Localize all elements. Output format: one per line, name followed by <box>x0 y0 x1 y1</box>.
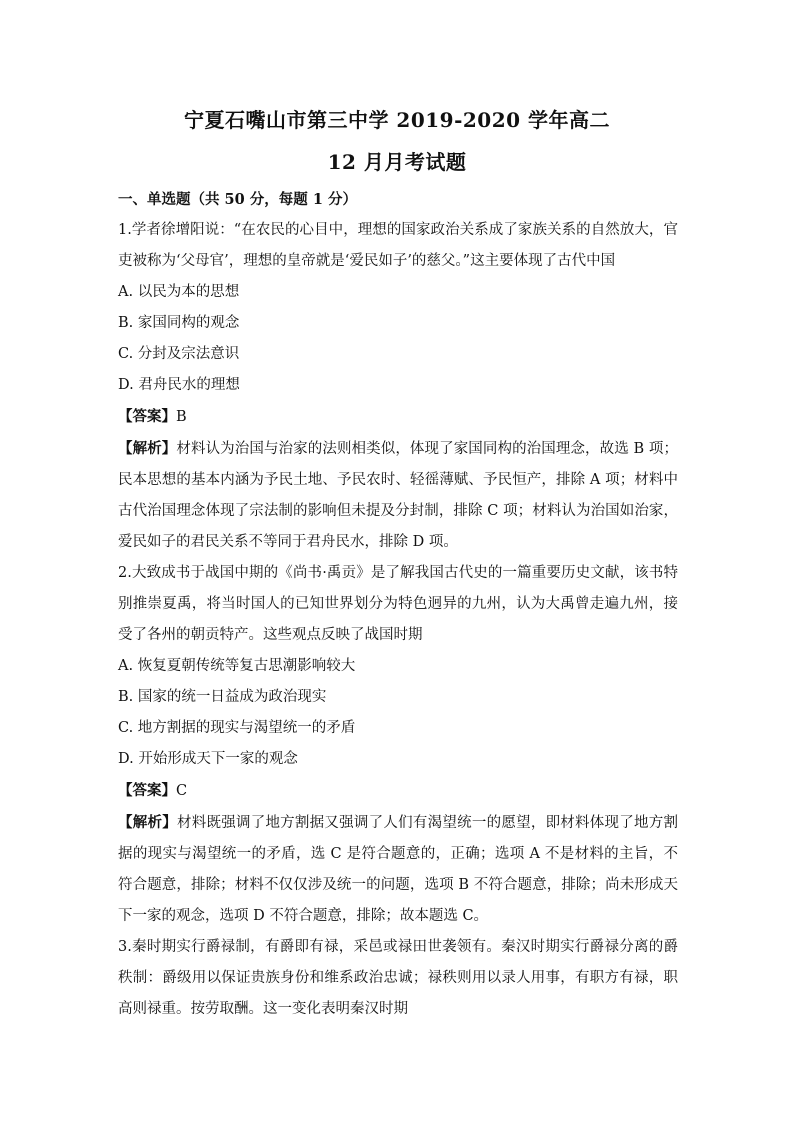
document-body <box>118 184 678 1025</box>
option-b: B. 家国同构的观念 <box>118 315 240 331</box>
option-d: D. 开始形成天下一家的观念 <box>118 751 298 767</box>
document-title: 宁夏石嘴山市第三中学 2019-2020 学年高二 <box>183 108 611 132</box>
option-a: A. 以民为本的思想 <box>118 284 240 300</box>
answer-label: 【答案】 <box>118 408 176 425</box>
question-3 <box>118 932 678 1025</box>
answer-line <box>118 775 678 807</box>
analysis-label: 【解析】 <box>118 814 177 831</box>
question-stem: 2.大致成书于战国中期的《尚书·禹贡》是了解我国古代史的一篇重要历史文献，该书特别推崇夏禹，将当时国人的已知世界划分为特色迥异的九州，认为大禹曾走遍九州，接受了各州的朝贡特产。这些观点反映了战国时期 <box>118 565 678 643</box>
option-a: A. 恢复夏朝传统等复古思潮影响较大 <box>118 658 356 674</box>
option-b: B. 国家的统一日益成为政治现实 <box>118 689 327 705</box>
answer-line <box>118 401 678 433</box>
option-d: D. 君舟民水的理想 <box>118 377 240 393</box>
option-c: C. 地方割据的现实与渴望统一的矛盾 <box>118 720 356 736</box>
document-subtitle: 12 月月考试题 <box>327 150 467 174</box>
question-stem: 3.秦时期实行爵禄制，有爵即有禄，采邑或禄田世袭领有。秦汉时期实行爵禄分离的爵秩制：爵级用以保证贵族身份和维系政治忠诚；禄秩则用以录人用事，有职方有禄，职高则禄重。按劳取酬。这一变化表明秦汉时期 <box>118 939 678 1017</box>
analysis-paragraph <box>118 807 678 932</box>
answer-label: 【答案】 <box>118 782 176 799</box>
option-c: C. 分封及宗法意识 <box>118 346 240 362</box>
analysis-text: 材料认为治国与治家的法则相类似，体现了家国同构的治国理念，故选 B 项；民本思想的基本内涵为予民土地、予民农时、轻徭薄赋、予民恒产，排除 A 项；材料中古代治国理念体现了宗法制的影响但未提及分封制，排除 C 项；材料认为治国如治家，爱民如子的君民关系不等同于君舟民水，排除 D 项。 <box>118 441 679 550</box>
question-2 <box>118 558 678 932</box>
analysis-label: 【解析】 <box>118 440 177 457</box>
answer-value: B <box>176 409 187 425</box>
section-heading: 一、单选题（共 50 分，每题 1 分） <box>118 191 357 208</box>
analysis-text: 材料既强调了地方割据又强调了人们有渴望统一的愿望，即材料体现了地方割据的现实与渴望统一的矛盾，选 C 是符合题意的，正确；选项 A 不是材料的主旨，不符合题意，排除；材料不仅仅涉及统一的问题，选项 B 不符合题意，排除；尚未形成天下一家的观念，选项 D 不符合题意，排除；故本题选 C。 <box>118 815 679 924</box>
answer-value: C <box>176 783 188 799</box>
analysis-paragraph <box>118 433 678 558</box>
question-1 <box>118 215 678 558</box>
question-stem: 1.学者徐增阳说：“在农民的心目中，理想的国家政治关系成了家族关系的自然放大，官吏被称为‘父母官’，理想的皇帝就是‘爱民如子’的慈父。”这主要体现了古代中国 <box>118 222 678 269</box>
